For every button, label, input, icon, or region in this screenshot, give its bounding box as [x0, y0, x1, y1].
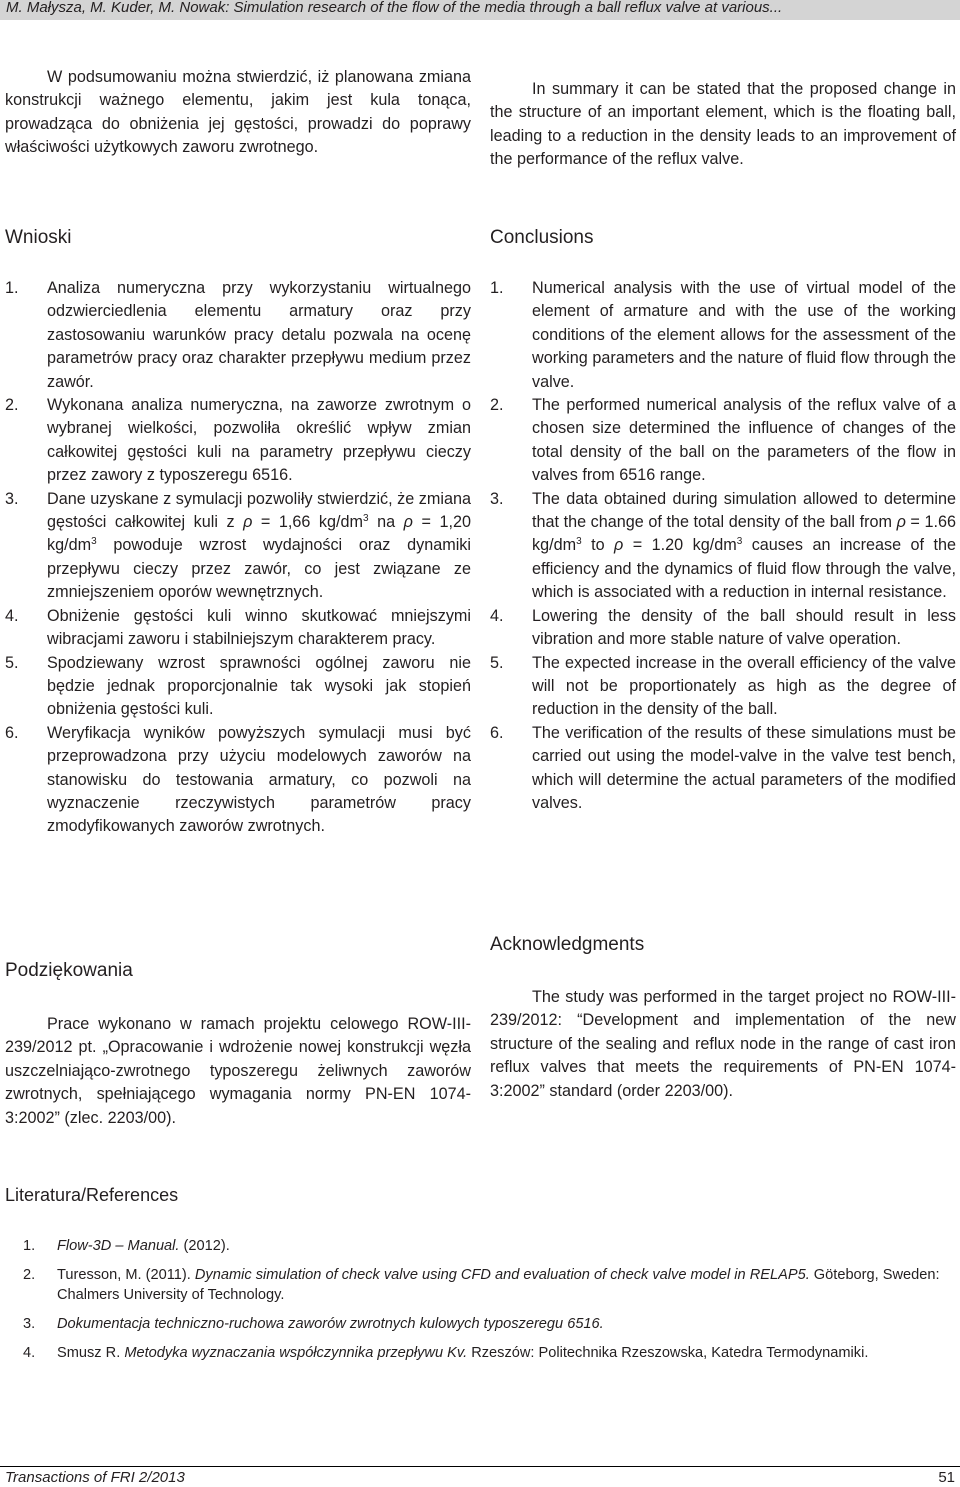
item-number: 5.	[490, 653, 504, 672]
list-item	[5, 722, 471, 839]
item-text: The data obtained during simulation allowed to determine that the change of the total density of the ball from	[532, 489, 956, 532]
list-item	[5, 652, 471, 722]
ack-pl	[5, 1013, 471, 1130]
item-number: 1.	[490, 279, 504, 297]
rho-symbol: ρ	[403, 513, 413, 532]
item-number: 3.	[490, 489, 504, 508]
list-item	[5, 277, 471, 394]
item-number: 4.	[5, 606, 19, 625]
list-item	[5, 605, 471, 652]
ack-heading-pl: Podziękowania	[5, 960, 133, 981]
item-text: = 1,66 kg/dm	[252, 513, 364, 532]
ref-text: Rzeszów: Politechnika Rzeszowska, Katedra Termodynamiki.	[467, 1345, 869, 1361]
item-number: 2.	[490, 396, 504, 415]
ack-en	[490, 986, 956, 1103]
item-text: na	[368, 513, 404, 532]
ack-pl-text: Prace wykonano w ramach projektu celowego ROW-III-239/2012 pt. „Opracowanie i wdrożenie nowej konstrukcji węzła uszczelniająco-zwrotnego typoszeregu żeliwnych zaworów zwrotnych, spełniającego wymagania normy PN-EN 1074-3:2002” (zlec. 2203/00).	[5, 1015, 471, 1127]
ref-title: Dynamic simulation of check valve using CFD and evaluation of check valve model in RELAP5.	[194, 1267, 810, 1283]
item-text: Analiza numeryczna przy wykorzystaniu wirtualnego odzwierciedlenia elementu armatury oraz przy zastosowaniu warunków pracy detalu pozwala na ocenę parametrów pracy oraz charakter przepływu medium przez zawór.	[47, 279, 471, 391]
item-number: 1.	[5, 279, 19, 297]
superscript: 3	[576, 536, 582, 548]
page-number: 51	[938, 1469, 955, 1486]
ref-number: 3.	[23, 1316, 36, 1332]
item-text: Dane uzyskane z symulacji pozwoliły stwierdzić, że zmiana gęstości całkowitej kuli z	[47, 489, 471, 532]
ack-en-text: The study was performed in the target project no ROW-III-239/2012: “Development and implementation of the new structure of the sealing and reflux node in the range of cast iron reflux valves that meets the requirements of PN-EN 1074-3:2002” standard (order 2203/00).	[490, 988, 956, 1100]
item-text: Lowering the density of the ball should result in less vibration and more stable nature of valve operation.	[532, 606, 956, 649]
summary-en-text: In summary it can be stated that the proposed change in the structure of an important element, which is the floating ball, leading to a reduction in the density leads to an improvement of the performance of the reflux valve.	[490, 80, 956, 169]
item-number: 5.	[5, 653, 19, 672]
list-item	[490, 394, 956, 488]
list-item	[5, 394, 471, 488]
summary-pl-text: W podsumowaniu można stwierdzić, iż planowana zmiana konstrukcji ważnego elementu, jakim jest kula tonąca, prowadząca do obniżenia jej gęstości, prowadzi do poprawy właściwości użytkowych zaworu zwrotnego.	[5, 68, 471, 157]
item-text: Numerical analysis with the use of virtual model of the element of armature and with the use of the working conditions of the element allows for the assessment of the working parameters and the nature of fluid flow through the valve.	[532, 279, 956, 391]
ref-author: Turesson, M. (2011).	[57, 1267, 195, 1283]
conclusions-list-en	[490, 277, 956, 815]
item-text: powoduje wzrost wydajności oraz dynamiki przepływu cieczy przez zawór, co jest związane ze zmniejszeniem oporów wewnętrznych.	[47, 536, 471, 602]
item-text: Weryfikacja wyników powyższych symulacji musi być przeprowadzona przy użyciu modelowych zaworów na stanowisku do testowania armatury, co pozwoli na wyznaczenie rzeczywistych parametrów pracy zmodyfikowanych zaworów zwrotnych.	[47, 723, 471, 836]
item-text: = 1,20 kg/dm	[47, 513, 471, 555]
conclusions-list-pl	[5, 277, 471, 839]
item-text: = 1.66 kg/dm	[532, 513, 956, 555]
reference-item	[23, 1314, 958, 1334]
item-text: = 1.20 kg/dm	[623, 536, 737, 555]
list-item	[490, 605, 956, 652]
rho-symbol: ρ	[243, 513, 253, 532]
journal-name: Transactions of FRI 2/2013	[5, 1469, 185, 1486]
superscript: 3	[363, 513, 369, 525]
reference-item	[23, 1343, 958, 1363]
superscript: 3	[736, 536, 743, 548]
reference-item	[23, 1236, 958, 1256]
item-text: causes an increase of the efficiency and the dynamics of fluid flow through the valve, which is associated with a reduction in internal resistance.	[532, 536, 956, 602]
rho-symbol: ρ	[896, 513, 906, 532]
item-number: 6.	[5, 723, 19, 742]
summary-en	[490, 78, 956, 172]
rho-symbol: ρ	[614, 536, 624, 555]
ref-number: 2.	[23, 1267, 36, 1283]
ref-title: Metodyka wyznaczania współczynnika przepływu Kv.	[124, 1345, 468, 1361]
item-number: 2.	[5, 396, 19, 415]
list-item	[490, 488, 956, 605]
item-text: The performed numerical analysis of the reflux valve of a chosen size determined the influence of changes of the total density of the ball on the parameters of the flow in valves from 6516 range.	[532, 396, 956, 485]
list-item	[490, 722, 956, 816]
ref-number: 4.	[23, 1345, 36, 1361]
item-number: 3.	[5, 489, 19, 508]
item-text: The expected increase in the overall efficiency of the valve will not be proportionately as high as the degree of reduction in the density of the ball.	[532, 653, 956, 719]
item-text: Obniżenie gęstości kuli winno skutkować mniejszymi wibracjami zaworu i stabilniejszym charakterem pracy.	[47, 606, 471, 649]
references-list	[23, 1236, 958, 1372]
list-item	[490, 652, 956, 722]
superscript: 3	[91, 536, 97, 548]
item-number: 6.	[490, 723, 504, 742]
list-item	[490, 277, 956, 394]
ref-title: Dokumentacja techniczno-ruchowa zaworów zwrotnych kulowych typoszeregu 6516.	[57, 1316, 604, 1332]
item-number: 4.	[490, 606, 504, 625]
references-heading: Literatura/References	[5, 1185, 179, 1205]
reference-item	[23, 1265, 958, 1305]
item-text: to	[581, 536, 615, 555]
item-text: Wykonana analiza numeryczna, na zaworze zwrotnym o wybranej wielkości, pozwoliła określić wpływ zmian całkowitej gęstości kuli na parametry przepływu cieczy przez zawory z typoszeregu 6516.	[47, 396, 471, 485]
ref-title: Flow-3D – Manual.	[57, 1238, 180, 1254]
running-header: M. Małysza, M. Kuder, M. Nowak: Simulation research of the flow of the media through a ball reflux valve at various...	[0, 0, 960, 20]
ref-text: Göteborg, Sweden: Chalmers University of Technology.	[57, 1267, 940, 1303]
ref-text: (2012).	[179, 1238, 230, 1254]
ack-heading-en: Acknowledgments	[490, 934, 645, 955]
list-item	[5, 488, 471, 605]
summary-pl	[5, 66, 471, 160]
item-text: Spodziewany wzrost sprawności ogólnej zaworu nie będzie jednak proporcjonalnie tak wysoki jak stopień obniżenia gęstości kuli.	[47, 653, 471, 719]
conclusions-heading-en: Conclusions	[490, 227, 594, 248]
footer-divider	[0, 1466, 960, 1467]
conclusions-heading-pl: Wnioski	[5, 227, 72, 248]
item-text: The verification of the results of these simulations must be carried out using the model-valve in the valve test bench, which will determine the actual parameters of the modified valves.	[532, 723, 956, 812]
ref-author: Smusz R.	[57, 1345, 125, 1361]
ref-number: 1.	[23, 1238, 36, 1254]
